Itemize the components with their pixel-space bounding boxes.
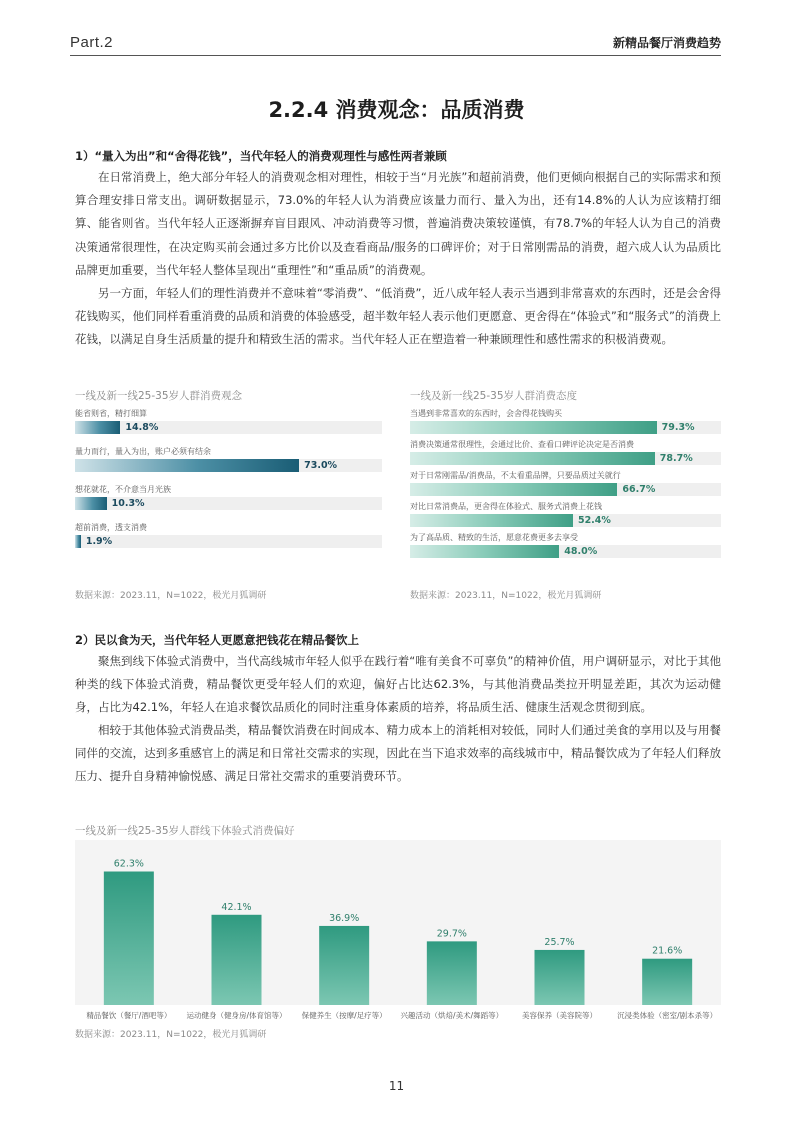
bar-track [410, 483, 721, 496]
document-title: 新精品餐厅消费趋势 [612, 36, 721, 50]
page-header [70, 32, 721, 56]
bar-category-label: 当遇到非常喜欢的东西时，会舍得花钱购买 [410, 409, 562, 418]
bar-row [75, 522, 382, 550]
bar-row [75, 446, 382, 474]
bar-category-label: 量力而行，量入为出，账户必须有结余 [75, 447, 211, 456]
bar-value-label: 14.8% [125, 422, 159, 433]
bar-value-label: 42.1% [221, 901, 252, 913]
page-number: 11 [388, 1079, 405, 1093]
bar-row [410, 470, 721, 498]
bar-track [75, 535, 382, 548]
bar-value-label: 62.3% [113, 858, 144, 870]
bar-value-label: 29.7% [436, 928, 467, 940]
bar [410, 483, 617, 496]
section2-paragraph-2: 相较于其他体验式消费品类，精品餐饮消费在时间成本、精力成本上的消耗相对较低，同时人们通过美食的享用以及与用餐同伴的交流，达到多重感官上的满足和日常社交需求的实现，因此在当下追求效率的高线城市中，精品餐饮成为了年轻人们释放压力、提升自身精神愉悦感、满足日常社交需求的重要消费环节。 [75, 723, 721, 784]
bar-value-label: 66.7% [622, 484, 656, 495]
bar [75, 497, 107, 510]
section-title: 2.2.4 消费观念：品质消费 [268, 98, 525, 122]
left-chart-title: 一线及新一线25-35岁人群消费观念 [75, 390, 243, 402]
bar-value-label: 79.3% [661, 422, 695, 433]
bar-category-label: 能省则省，精打细算 [75, 409, 147, 418]
bottom-chart-source: 数据来源：2023.11，N=1022，极光月狐调研 [75, 1030, 267, 1040]
section1-paragraph-1: 在日常消费上，绝大部分年轻人的消费观念相对理性，相较于当“月光族”和超前消费，他们更倾向根据自己的实际需求和预算合理安排日常支出。调研数据显示，73.0%的年轻人认为消费应该量力而行、量入为出，还有14.8%的人认为应该精打细算、能省则省。当代年轻人正逐渐摒弃盲目跟风、冲动消费等习惯，普遍消费决策较谨慎，有78.7%的年轻人认为自己的消费决策通常很理性，在决定购买前会通过多方比价以及查看商品/服务的口碑评价；对于日常刚需品的消费，超六成人认为品质比品牌更加重要，当代年轻人整体呈现出“重理性”和“重品质”的消费观。 [75, 170, 721, 277]
bar [642, 959, 692, 1005]
bar-value-label: 48.0% [564, 546, 598, 557]
bar [75, 459, 299, 472]
bar [319, 926, 369, 1005]
bar [104, 872, 154, 1006]
bar-row [75, 408, 382, 436]
right-chart-title: 一线及新一线25-35岁人群消费态度 [410, 390, 578, 402]
bar-category-label: 对比日常消费品，更舍得在体验式、服务式消费上花钱 [410, 502, 602, 511]
offline-experience-preference-chart [75, 840, 721, 1025]
bar-value-label: 10.3% [111, 498, 145, 509]
section1-heading: 1）“量入为出”和“舍得花钱”，当代年轻人的消费观理性与感性两者兼顾 [75, 149, 447, 163]
bar-row [75, 484, 382, 512]
left-chart-source: 数据来源：2023.11，N=1022，极光月狐调研 [75, 591, 267, 601]
part-label: Part.2 [70, 34, 114, 51]
bar [410, 514, 573, 527]
bar-row [410, 501, 721, 529]
bar-category-label: 为了高品质、精致的生活，愿意花费更多去享受 [410, 533, 578, 542]
category-label: 兴趣活动（烘焙/美术/舞蹈等） [400, 1011, 504, 1020]
bar [75, 421, 120, 434]
bar-row [410, 532, 721, 560]
category-label: 美容保养（美容院等） [522, 1011, 597, 1020]
bar [410, 421, 657, 434]
consumption-attitude-chart [410, 408, 721, 578]
bar-chart-svg [75, 840, 721, 1025]
bar-track [75, 421, 382, 434]
bar [535, 950, 585, 1005]
plot-background [75, 840, 721, 1005]
bar-value-label: 36.9% [329, 912, 360, 924]
consumption-concept-chart [75, 408, 382, 578]
bar [427, 941, 477, 1005]
bar-category-label: 超前消费，透支消费 [75, 523, 147, 532]
bar-category-label: 对于日常刚需品/消费品，不太看重品牌，只要品质过关就行 [410, 471, 621, 480]
bar-category-label: 想花就花，不介意当月光族 [75, 485, 171, 494]
category-label: 运动健身（健身房/体育馆等） [186, 1011, 287, 1020]
category-label: 保健养生（按摩/足疗等） [301, 1011, 387, 1020]
section2-heading: 2）民以食为天，当代年轻人更愿意把钱花在精品餐饮上 [75, 633, 359, 647]
bar [75, 535, 81, 548]
section1-paragraph-2: 另一方面，年轻人们的理性消费并不意味着“零消费”、“低消费”，近八成年轻人表示当遇到非常喜欢的东西时，还是会舍得花钱购买，他们同样看重消费的品质和消费的体验感受，超半数年轻人表示他们更愿意、更舍得在“体验式”和“服务式”的消费上花钱，以满足自身生活质量的提升和精致生活的需求。当代年轻人正在塑造着一种兼顾理性和感性需求的积极消费观。 [75, 286, 721, 347]
bar-value-label: 1.9% [85, 536, 113, 547]
bar [212, 915, 262, 1005]
bottom-chart-title: 一线及新一线25-35岁人群线下体验式消费偏好 [75, 825, 295, 837]
category-label: 精品餐饮（餐厅/酒吧等） [86, 1011, 172, 1020]
right-chart-source: 数据来源：2023.11，N=1022，极光月狐调研 [410, 591, 602, 601]
bar-track [410, 514, 721, 527]
bar [410, 545, 559, 558]
bar-category-label: 消费决策通常很理性，会通过比价、查看口碑评论决定是否消费 [410, 440, 634, 449]
bar-row [410, 439, 721, 467]
category-label: 沉浸类体验（密室/剧本杀等） [617, 1011, 718, 1020]
bar-value-label: 52.4% [577, 515, 611, 526]
bar [410, 452, 655, 465]
bar-value-label: 78.7% [659, 453, 693, 464]
bar-value-label: 21.6% [652, 945, 683, 957]
bar-value-label: 73.0% [304, 460, 338, 471]
bar-value-label: 25.7% [544, 936, 575, 948]
section2-paragraph-1: 聚焦到线下体验式消费中，当代高线城市年轻人似乎在践行着“唯有美食不可辜负”的精神价值，用户调研显示，对比于其他种类的线下体验式消费，精品餐饮更受年轻人们的欢迎，偏好占比达62.3%，与其他消费品类拉开明显差距，其次为运动健身，占比为42.1%，年轻人在追求餐饮品质化的同时注重身体素质的培养，将品质生活、健康生活观念贯彻到底。 [75, 654, 721, 715]
bar-row [410, 408, 721, 436]
